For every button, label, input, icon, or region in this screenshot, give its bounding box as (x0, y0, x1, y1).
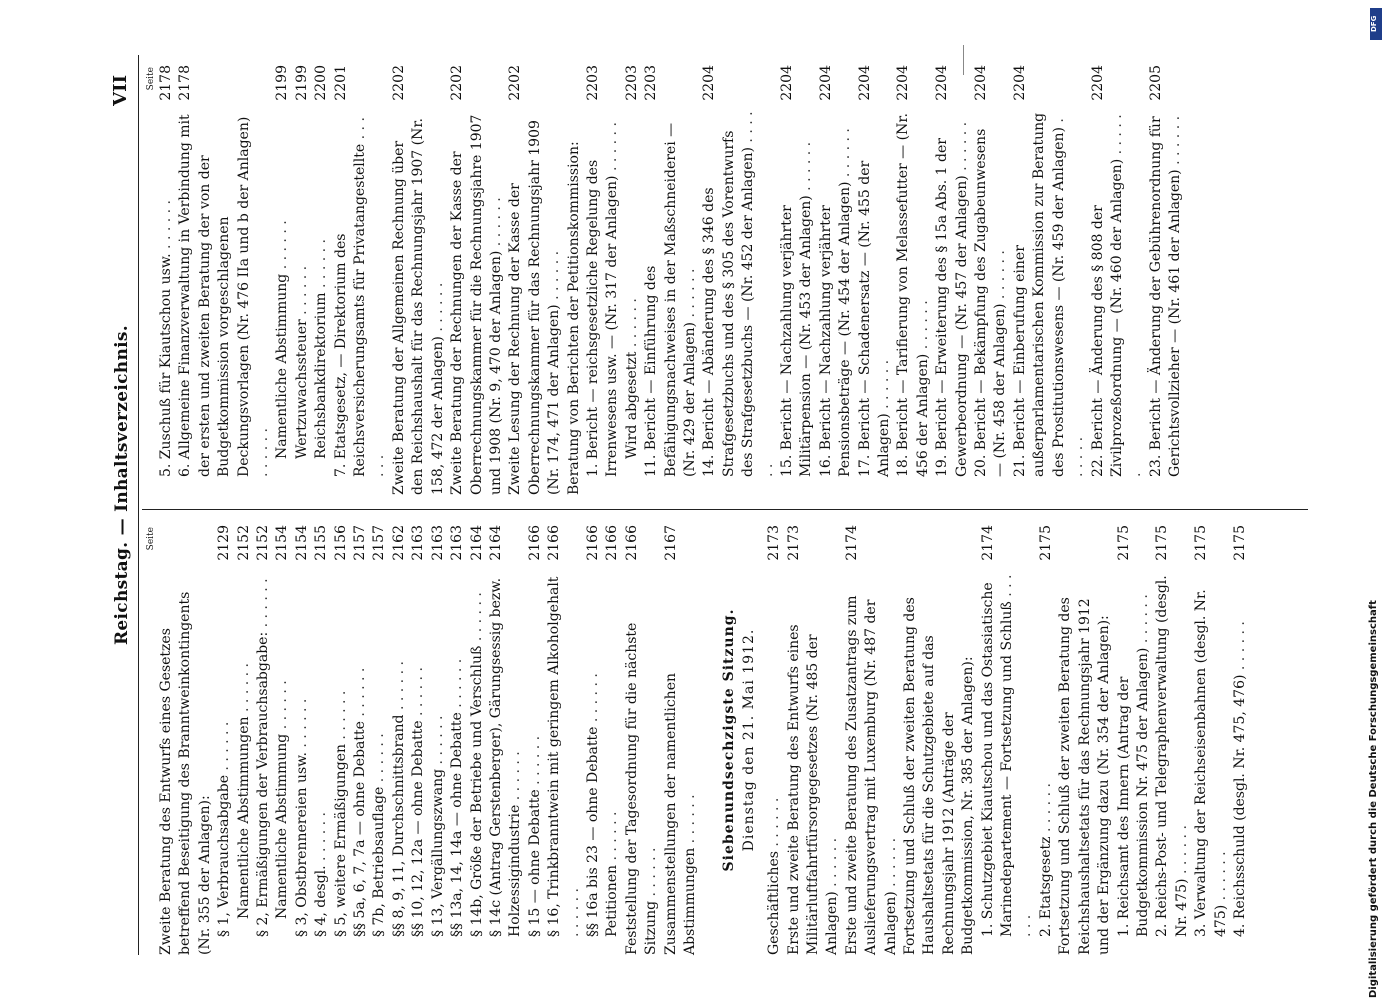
toc-entry (429, 525, 448, 955)
toc-entry (312, 525, 331, 955)
toc-entry-text: 3. Verwaltung der Reichseisenbahnen (desgl. Nr. 475) . . . (1192, 571, 1231, 937)
seite-label-right: Seite (146, 67, 156, 91)
toc-entry (312, 65, 331, 495)
toc-entry-text: § 7b, Betriebsauflage . . . (370, 571, 389, 937)
toc-entry-text: § 14b, Größe der Betriebe und Verschluß . . . (468, 571, 487, 937)
toc-entry-page: 2166 (584, 525, 601, 561)
toc-entry (933, 65, 972, 495)
section-title: Siebenundsechzigste Sitzung. (721, 608, 738, 872)
toc-entry-text: Wird abgesetzt . . . (623, 111, 642, 459)
toc-entry-page: 2164 (487, 525, 504, 561)
toc-entry-page: 2202 (449, 65, 466, 101)
toc-entry (642, 65, 700, 495)
right-column (146, 65, 1186, 495)
toc-entry-text: 11. Bericht — Einführung des Befähigungsnachweises in der Maßschneiderei — (Nr. 429 der Anlagen) . . . (642, 111, 700, 477)
toc-entry-text: § 1, Verbrauchsabgabe . . . (215, 571, 234, 937)
toc-entry-page: 2163 (410, 525, 427, 561)
page-number: VII (110, 75, 131, 106)
toc-entry-page: 2204 (817, 65, 834, 101)
toc-entry-text: 1. Bericht — reichsgesetzliche Regelung des Irrenwesens usw. — (Nr. 317 der Anlagen) . . . (584, 111, 623, 477)
toc-entry (1056, 525, 1114, 955)
toc-entry-text: 16. Bericht — Nachzahlung verjährter Pensionsbeträge — (Nr. 454 der Anlagen) . . . (817, 111, 856, 477)
toc-entry (487, 525, 526, 955)
toc-entry-text: 21. Bericht — Einberufung einer außerparlamentarischen Kommission zur Beratung des Prostitutionswesens — (Nr. 459 der Anlagen) . . . (1011, 111, 1089, 477)
toc-entry-page: 2204 (1089, 65, 1106, 101)
toc-entry-page: 2175 (1193, 525, 1210, 561)
toc-entry-page: 2199 (293, 65, 310, 101)
toc-entry-text: 2. Reichs-Post- und Telegraphenverwaltung (desgl. Nr. 475) . . . (1153, 571, 1192, 937)
toc-entry-page: 2178 (177, 65, 194, 101)
left-entries (157, 525, 700, 955)
toc-entry (1147, 65, 1186, 495)
toc-entry (468, 525, 487, 955)
toc-entry (843, 525, 901, 955)
toc-entry-page: 2129 (216, 525, 233, 561)
toc-entry (235, 525, 254, 955)
toc-entry-page: 2174 (843, 525, 860, 561)
toc-entry-text: 18. Bericht — Tarifierung von Melassefutter — (Nr. 456 der Anlagen) . . . (894, 111, 933, 477)
toc-entry (778, 65, 817, 495)
toc-entry-text: §§ 8, 9, 11, Durchschnittsbrand . . . (390, 571, 409, 937)
toc-entry-page: 2175 (1115, 525, 1132, 561)
toc-entry (370, 525, 389, 955)
toc-entry-text: § 13, Vergällungszwang . . . (429, 571, 448, 937)
column-divider (142, 509, 1308, 510)
running-head: Reichstag. — Inhaltsverzeichnis. (112, 325, 132, 645)
toc-entry-text: 19. Bericht — Erweiterung des § 15a Abs. 1 der Gewerbeordnung — (Nr. 457 der Anlagen) . . . (933, 111, 972, 477)
toc-entry (584, 65, 623, 495)
toc-entry (448, 525, 467, 955)
toc-entry-text: Namentliche Abstimmung . . . (273, 571, 292, 919)
toc-entry (157, 65, 176, 495)
toc-entry-text: Namentliche Abstimmung . . . (273, 111, 292, 459)
page-header (108, 55, 148, 955)
toc-entry-page: 2156 (332, 525, 349, 561)
toc-entry-page: 2154 (293, 525, 310, 561)
toc-entry-text: 23. Bericht — Änderung der Gebührenordnung für Gerichtsvollzieher — (Nr. 461 der Anlagen) . . . (1147, 111, 1186, 477)
toc-entry (565, 65, 584, 495)
toc-entry-page: 2204 (973, 65, 990, 101)
toc-entry (623, 65, 642, 495)
toc-entry-text: § 15 — ohne Debatte . . . (526, 571, 545, 937)
toc-entry (506, 65, 564, 495)
toc-entry-text: 2. Etatsgesetz . . . (1037, 571, 1056, 937)
toc-entry-page: 2166 (604, 525, 621, 561)
toc-entry-page: 2173 (785, 525, 802, 561)
toc-entry (390, 525, 409, 955)
toc-entry (254, 525, 273, 955)
toc-entry-page: 2202 (390, 65, 407, 101)
toc-entry-page: 2204 (779, 65, 795, 101)
toc-entry-text: § 4, desgl. . . . (312, 571, 331, 937)
toc-entry (157, 525, 215, 955)
toc-entry (409, 525, 428, 955)
section-date: Dienstag den 21. Mai 1912. (740, 628, 757, 852)
left-entries-second (765, 525, 1250, 955)
toc-entry-text: Beratung von Berichten der Petitionskommission: (565, 141, 582, 495)
toc-entry (856, 65, 895, 495)
header-rule (138, 55, 139, 955)
toc-entry-page: 2204 (934, 65, 951, 101)
toc-entry-text: 4. Reichsschuld (desgl. Nr. 475, 476) . . . (1231, 571, 1250, 937)
toc-entry-text: § 3, Obstbrennereien usw. . . . (293, 571, 312, 937)
toc-entry (1153, 525, 1192, 955)
toc-entry-page: 2166 (526, 525, 543, 561)
toc-entry-text: 22. Bericht — Änderung des § 808 der Zivilprozeßordnung — (Nr. 460 der Anlagen) . . . (1089, 111, 1147, 477)
toc-entry-text: Zweite Beratung der Rechnungen der Kasse der Oberrechnungskammer für die Rechnungsjahre 1907 und 1908 (Nr. 9, 470 der Anlagen) . . . (448, 111, 506, 495)
toc-entry-text: Fortsetzung und Schluß der zweiten Beratung des Haushaltsetats für die Schutzgebiete auf das Rechnungsjahr 1912 (Anträge der Budgetkommission, Nr. 385 der Anlagen): (902, 597, 977, 955)
toc-entry-text: 14. Bericht — Abänderung des § 346 des Strafgesetzbuchs und des § 305 des Vorentwurfs des Strafgesetzbuchs — (Nr. 452 der Anlagen) . . . (700, 111, 778, 477)
toc-entry-page: 2167 (662, 525, 679, 561)
toc-entry-text: §§ 5a, 6, 7, 7a — ohne Debatte . . . (351, 571, 370, 937)
toc-entry-page: 2204 (856, 65, 873, 101)
toc-entry-text: § 14c (Antrag Gerstenberger), Gärungsessig bezw. Holzessigindustrie . . . (487, 571, 526, 937)
toc-entry-page: 2166 (623, 525, 640, 561)
toc-entry-text: Reichsbankdirektorium . . . (312, 111, 331, 459)
toc-entry-page: 2174 (979, 525, 996, 561)
toc-entry-text: Erste und zweite Beratung des Entwurfs eines Militärluftfahrtfürsorgegesetzes (Nr. 485 der Anlagen) . . . (785, 571, 843, 955)
toc-entry-text: 20. Bericht — Bekämpfung des Zugabeunwesens — (Nr. 458 der Anlagen) . . . (972, 111, 1011, 477)
toc-entry (215, 525, 234, 955)
toc-entry-text: 6. Allgemeine Finanzverwaltung in Verbindung mit der ersten und zweiten Beratung der von der Budgetkommission vorgeschlagenen Deckungsvorlagen (Nr. 476 IIa und b der Anlagen) . . . (176, 111, 273, 477)
toc-entry (293, 525, 312, 955)
toc-entry-text: Feststellung der Tagesordnung für die nächste Sitzung . . . (623, 571, 662, 955)
toc-entry (894, 65, 933, 495)
toc-entry-page: 2203 (584, 65, 601, 101)
toc-entry-page: 2155 (313, 525, 330, 561)
toc-entry-text: Zweite Lesung der Rechnung der Kasse der Oberrechnungskammer für das Rechnungsjahr 1909 (Nr. 174, 471 der Anlagen) . . . (506, 111, 564, 495)
toc-entry-page: 2175 (1154, 525, 1171, 561)
toc-entry (1011, 65, 1089, 495)
toc-entry (623, 525, 662, 955)
toc-entry-page: 2204 (895, 65, 912, 101)
toc-entry-page: 2164 (468, 525, 485, 561)
toc-entry (293, 65, 312, 495)
scan-artifact-line (963, 45, 964, 75)
toc-entry-text: Petitionen . . . (603, 571, 622, 937)
toc-entry-page: 2204 (1011, 65, 1028, 101)
toc-entry (603, 525, 622, 955)
toc-entry (662, 525, 701, 955)
toc-entry-page: 2205 (1147, 65, 1164, 101)
toc-entry-page: 2204 (701, 65, 718, 101)
toc-entry-text: §§ 10, 12, 12a — ohne Debatte . . . (409, 571, 428, 937)
toc-entry (901, 525, 979, 955)
toc-entry-text: Erste und zweite Beratung des Zusatzantrags zum Auslieferungsvertrag mit Luxemburg (Nr. 487 der Anlagen) . . . (843, 571, 901, 955)
toc-entry-text: § 2, Ermäßigungen der Verbrauchsabgabe: . . . (254, 571, 273, 937)
toc-entry-text: 17. Bericht — Schadenersatz — (Nr. 455 der Anlagen) . . . (856, 111, 895, 477)
toc-entry-text: § 16, Trinkbranntwein mit geringem Alkoholgehalt . . . (545, 571, 584, 937)
toc-entry (584, 525, 603, 955)
toc-entry (448, 65, 506, 495)
toc-entry-text: 1. Schutzgebiet Kiautschou und das Ostasiatische Marinedepartement — Fortsetzung und Schluß . . . (979, 571, 1037, 937)
toc-entry (390, 65, 448, 495)
toc-entry-page: 2178 (158, 65, 174, 101)
toc-entry-text: 5. Zuschuß für Kiautschou usw. . . . (157, 111, 176, 477)
toc-entry-text: 7. Etatsgesetz, — Direktorium des Reichsversicherungsamts für Privatangestellte . . . (332, 111, 390, 477)
toc-entry-page: 2157 (352, 525, 369, 561)
toc-entry-page: 2203 (643, 65, 660, 101)
toc-entry (176, 65, 273, 495)
toc-entry-page: 2201 (332, 65, 349, 101)
toc-entry-text: Fortsetzung und Schluß der zweiten Beratung des Reichshaushaltsetats für das Rechnungsjahr 1912 und der Ergänzung dazu (Nr. 354 der Anlagen): (1057, 597, 1113, 955)
toc-entry-text: Zweite Beratung der Allgemeinen Rechnung über den Reichshaushalt für das Rechnungsjahr 1907 (Nr. 158, 472 der Anlagen) . . . (390, 111, 448, 495)
toc-entry (700, 65, 778, 495)
toc-entry (979, 525, 1037, 955)
toc-entry-text: Zusammenstellungen der namentlichen Abstimmungen . . . (662, 571, 701, 955)
toc-entry-page: 2166 (546, 525, 563, 561)
toc-entry-text: §§ 13a, 14, 14a — ohne Debatte . . . (448, 571, 467, 937)
toc-entry-page: 2157 (371, 525, 388, 561)
toc-entry (332, 525, 351, 955)
toc-entry-page: 2203 (623, 65, 640, 101)
toc-entry-page: 2163 (449, 525, 466, 561)
toc-entry (765, 525, 784, 955)
toc-entry-page: 2152 (255, 525, 272, 561)
toc-entry (351, 525, 370, 955)
toc-entry (1037, 525, 1056, 955)
dfg-logo: DFG (1370, 8, 1382, 40)
toc-entry (273, 525, 292, 955)
toc-entry (817, 65, 856, 495)
toc-entry-text: 1. Reichsamt des Innern (Antrag der Budgetkommission Nr. 475 der Anlagen) . . . (1115, 571, 1154, 937)
toc-entry (1089, 65, 1147, 495)
toc-entry-page: 2175 (1231, 525, 1248, 561)
toc-entry-page: 2175 (1037, 525, 1054, 561)
right-entries (157, 65, 1186, 495)
toc-entry-text: 15. Bericht — Nachzahlung verjährter Militärpension — (Nr. 453 der Anlagen) . . . (778, 111, 817, 477)
toc-entry (785, 525, 843, 955)
toc-entry-text: Namentliche Abstimmungen . . . (235, 571, 254, 919)
toc-entry-text: Geschäftliches . . . (765, 571, 784, 955)
toc-entry (526, 525, 545, 955)
toc-entry-page: 2162 (390, 525, 407, 561)
toc-entry (1115, 525, 1154, 955)
toc-entry (273, 65, 292, 495)
toc-entry-text: § 5, weitere Ermäßigungen . . . (332, 571, 351, 937)
toc-entry-page: 2200 (313, 65, 330, 101)
toc-entry-page: 2199 (274, 65, 291, 101)
toc-entry-page: 2154 (274, 525, 291, 561)
toc-entry-page: 2152 (235, 525, 252, 561)
digitization-note: Digitalisierung gefördert durch die Deutsche Forschungsgemeinschaft (1368, 600, 1379, 998)
left-column (146, 525, 1250, 955)
toc-entry (1231, 525, 1250, 955)
toc-entry (972, 65, 1011, 495)
toc-entry-page: 2163 (429, 525, 446, 561)
toc-entry (545, 525, 584, 955)
rotated-page (108, 55, 1308, 955)
toc-entry-page: 2173 (766, 525, 783, 561)
toc-entry-page: 2202 (507, 65, 524, 101)
seite-label-left: Seite (146, 527, 156, 551)
toc-entry-text: Zweite Beratung des Entwurfs eines Gesetzes betreffend Beseitigung des Branntweinkontingents (Nr. 355 der Anlagen): (158, 591, 213, 955)
toc-entry (1192, 525, 1231, 955)
toc-entry-text: §§ 16a bis 23 — ohne Debatte . . . (584, 571, 603, 937)
toc-entry (332, 65, 390, 495)
toc-entry-text: Wertzuwachssteuer . . . (293, 111, 312, 459)
